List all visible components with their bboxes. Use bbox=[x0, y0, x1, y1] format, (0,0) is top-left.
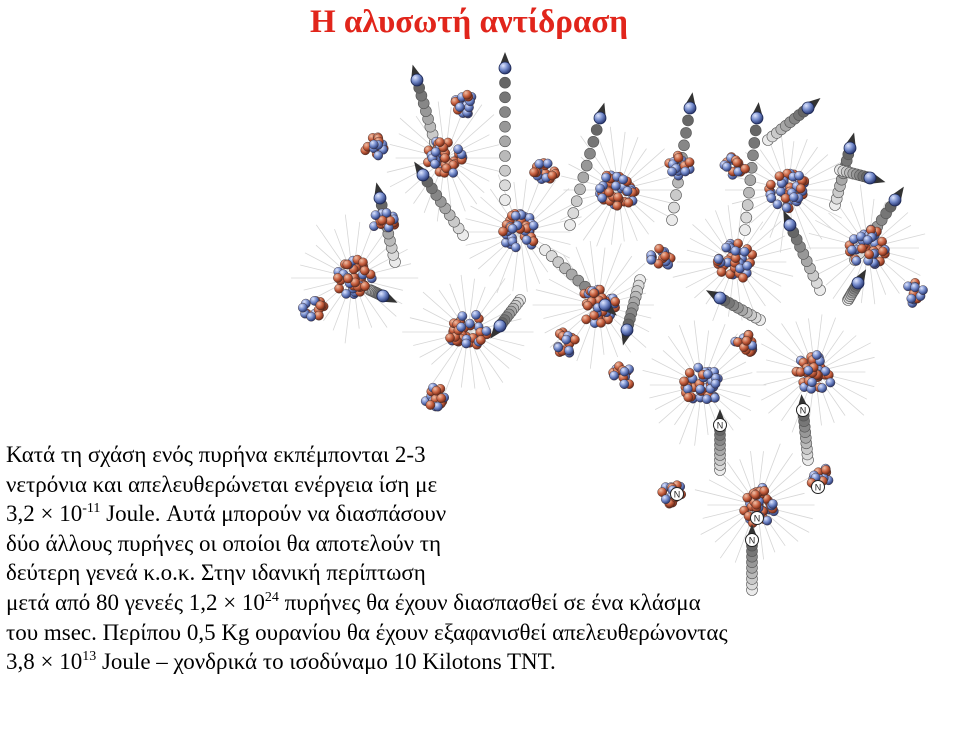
nucleus bbox=[529, 158, 560, 183]
nucleon bbox=[674, 153, 683, 162]
nucleon bbox=[601, 173, 610, 182]
nucleon bbox=[722, 162, 731, 171]
nucleon bbox=[702, 395, 711, 404]
neutron bbox=[599, 299, 611, 311]
trail-dot bbox=[500, 121, 511, 132]
nucleon bbox=[498, 227, 507, 236]
nucleon bbox=[369, 140, 378, 149]
nucleus bbox=[498, 209, 538, 252]
nucleon bbox=[454, 145, 463, 154]
nucleon bbox=[613, 193, 622, 202]
nucleon bbox=[457, 323, 466, 332]
nucleus bbox=[421, 383, 449, 411]
trail-dot bbox=[571, 196, 582, 207]
trail-dot bbox=[500, 107, 511, 118]
neutron bbox=[411, 74, 423, 86]
nucleon bbox=[358, 258, 367, 267]
trail-dot bbox=[500, 136, 511, 147]
nucleon bbox=[465, 319, 474, 328]
nucleon bbox=[620, 380, 629, 389]
nucleon bbox=[620, 367, 629, 376]
trail-dot bbox=[740, 225, 751, 236]
nucleon bbox=[611, 297, 620, 306]
nucleon bbox=[374, 151, 383, 160]
text-line-3: $3,2 \times 10^{-11}$ Joule. Αυτά μπορούν να διασπάσουν bbox=[6, 501, 447, 527]
nucleon bbox=[812, 350, 821, 359]
nucleon bbox=[781, 194, 790, 203]
nucleus bbox=[713, 239, 757, 283]
trail-dot bbox=[745, 175, 756, 186]
nucleon bbox=[740, 247, 749, 256]
nucleon bbox=[596, 318, 605, 327]
nucleon bbox=[432, 386, 441, 395]
neutron bbox=[844, 142, 856, 154]
nucleon bbox=[684, 393, 693, 402]
nucleon bbox=[661, 252, 670, 261]
nucleon bbox=[463, 90, 472, 99]
nucleon bbox=[714, 255, 723, 264]
nucleon bbox=[430, 159, 439, 168]
nucleus bbox=[679, 363, 722, 404]
nucleon bbox=[766, 180, 775, 189]
nucleon bbox=[562, 335, 571, 344]
trail-dot bbox=[500, 165, 511, 176]
neutron-label: N bbox=[748, 535, 756, 546]
neutron bbox=[417, 169, 429, 181]
nucleon bbox=[857, 244, 866, 253]
nucleon bbox=[455, 103, 464, 112]
text-line-4: δύο άλλους πυρήνες οι οποίοι θα αποτελούν τη bbox=[6, 530, 442, 556]
nucleon bbox=[742, 336, 751, 345]
nucleon bbox=[508, 224, 517, 233]
nucleus bbox=[731, 330, 757, 357]
nucleus bbox=[609, 362, 634, 389]
nucleon bbox=[589, 289, 598, 298]
nucleon bbox=[722, 243, 731, 252]
neutron-label: N bbox=[814, 482, 822, 493]
text-line-7: του msec. Περίπου 0,5 Kg ουρανίου θα έχουν εξαφανισθεί απελευθερώνοντας bbox=[6, 619, 728, 645]
nucleon bbox=[344, 274, 353, 283]
nucleon bbox=[918, 286, 927, 295]
text-line-8: $3,8 \times 10^{13}$ Joule – χονδρικά το ισοδύναμο 10 Kilotons TNT. bbox=[6, 649, 556, 675]
neutron bbox=[784, 219, 796, 231]
text-line-6: μετά από 80 γενεές $1,2 \times 10^{24}$ πυρήνες θα έχουν διασπασθεί σε ένα κλάσμα bbox=[6, 589, 701, 615]
trail-dot bbox=[500, 195, 511, 206]
nucleon bbox=[863, 236, 872, 245]
nucleon bbox=[343, 260, 352, 269]
nucleon bbox=[852, 256, 861, 265]
trail-dot bbox=[671, 190, 682, 201]
nucleon bbox=[435, 138, 444, 147]
nucleon bbox=[847, 245, 856, 254]
nucleon bbox=[878, 247, 887, 256]
text-line-5: δεύτερη γενεά κ.ο.κ. Στην ιδανική περίπτωση bbox=[6, 560, 426, 586]
nucleon bbox=[741, 164, 750, 173]
nucleon bbox=[647, 255, 656, 264]
trail-dot bbox=[750, 125, 761, 136]
body-text bbox=[6, 440, 956, 677]
nucleon bbox=[316, 301, 325, 310]
nucleon bbox=[445, 333, 454, 342]
nucleon bbox=[619, 175, 628, 184]
trail-dot bbox=[683, 115, 694, 126]
nucleon bbox=[733, 158, 742, 167]
neutron bbox=[494, 320, 506, 332]
neutron-label: N bbox=[716, 420, 724, 431]
trail-dot bbox=[575, 184, 586, 195]
nucleon bbox=[458, 312, 467, 321]
neutron bbox=[377, 290, 389, 302]
nucleon bbox=[548, 171, 557, 180]
nucleon bbox=[535, 159, 544, 168]
neutron bbox=[714, 292, 726, 304]
nucleus bbox=[720, 152, 750, 179]
nucleon bbox=[440, 154, 449, 163]
nucleon bbox=[598, 193, 607, 202]
nucleon bbox=[711, 379, 720, 388]
text-line-1: Κατά τη σχάση ενός πυρήνα εκπέμπονται 2-3 bbox=[6, 442, 426, 467]
slide-title: Η αλυσωτή αντίδραση bbox=[310, 4, 628, 40]
nucleon bbox=[789, 193, 798, 202]
trail-dot bbox=[748, 150, 759, 161]
trail-dot bbox=[581, 160, 592, 171]
text-line-2: νετρόνια και απελευθερώνεται ενέργεια ίση με bbox=[6, 471, 438, 497]
nucleon bbox=[554, 343, 563, 352]
nucleus bbox=[298, 296, 328, 321]
nucleon bbox=[307, 312, 316, 321]
nucleon bbox=[610, 371, 619, 380]
nucleon bbox=[731, 246, 740, 255]
trail-dot bbox=[741, 212, 752, 223]
nucleon bbox=[462, 339, 471, 348]
neutron bbox=[621, 324, 633, 336]
nucleus bbox=[845, 225, 890, 269]
nucleon bbox=[529, 221, 538, 230]
trail-dot bbox=[578, 172, 589, 183]
nucleon bbox=[333, 273, 342, 282]
trail-dot bbox=[588, 136, 599, 147]
nucleon bbox=[685, 158, 694, 167]
nucleus bbox=[451, 90, 476, 118]
nucleus bbox=[361, 133, 389, 160]
nucleon bbox=[583, 301, 592, 310]
nucleon bbox=[717, 267, 726, 276]
neutron bbox=[751, 112, 763, 124]
nucleus bbox=[665, 151, 695, 180]
trail-dot bbox=[669, 202, 680, 213]
nucleon bbox=[907, 294, 916, 303]
nucleon bbox=[743, 261, 752, 270]
nucleon bbox=[522, 235, 531, 244]
nucleon bbox=[342, 289, 351, 298]
nucleon bbox=[796, 368, 805, 377]
nucleon bbox=[426, 400, 435, 409]
nucleon bbox=[595, 184, 604, 193]
nucleon bbox=[543, 159, 552, 168]
neutron-label: N bbox=[753, 513, 761, 524]
nucleon bbox=[476, 336, 485, 345]
neutron bbox=[889, 194, 901, 206]
trail-dot bbox=[679, 140, 690, 151]
nucleon bbox=[623, 187, 632, 196]
nucleon bbox=[796, 184, 805, 193]
nucleon bbox=[685, 368, 694, 377]
nucleon bbox=[681, 167, 690, 176]
nucleon bbox=[361, 282, 370, 291]
nucleus bbox=[903, 278, 927, 307]
trail-dot bbox=[749, 137, 760, 148]
trail-dot bbox=[500, 180, 511, 191]
nucleon bbox=[582, 315, 591, 324]
nucleon bbox=[703, 370, 712, 379]
trail-dot bbox=[568, 208, 579, 219]
nucleus bbox=[445, 310, 491, 349]
trail-dot bbox=[742, 200, 753, 211]
trail-dot bbox=[500, 151, 511, 162]
neutron-label: N bbox=[799, 405, 807, 416]
nucleus bbox=[369, 208, 399, 232]
nucleon bbox=[818, 383, 827, 392]
nucleon bbox=[795, 171, 804, 180]
nucleon bbox=[655, 244, 664, 253]
nucleon bbox=[826, 378, 835, 387]
trail-dot bbox=[565, 220, 576, 231]
nucleon bbox=[511, 243, 520, 252]
neutron-label: N bbox=[673, 489, 681, 500]
nucleon bbox=[431, 147, 440, 156]
trail-dot bbox=[500, 77, 511, 88]
nucleon bbox=[773, 200, 782, 209]
trail-dot bbox=[681, 127, 692, 138]
nucleon bbox=[804, 366, 813, 375]
neutron bbox=[594, 112, 606, 124]
trail-dot bbox=[585, 148, 596, 159]
neutron bbox=[802, 102, 814, 114]
nucleon bbox=[529, 168, 538, 177]
nucleon bbox=[511, 211, 520, 220]
neutron bbox=[374, 192, 386, 204]
nucleon bbox=[613, 201, 622, 210]
nucleon bbox=[710, 393, 719, 402]
trail-dot bbox=[744, 187, 755, 198]
trail-dot bbox=[591, 124, 602, 135]
nucleus bbox=[647, 244, 676, 269]
nucleon bbox=[667, 167, 676, 176]
nucleon bbox=[449, 168, 458, 177]
nucleon bbox=[807, 378, 816, 387]
nucleon bbox=[738, 273, 747, 282]
nucleon bbox=[564, 346, 573, 355]
neutron bbox=[852, 277, 864, 289]
trail-dot bbox=[500, 92, 511, 103]
nucleon bbox=[298, 303, 307, 312]
neutron bbox=[684, 102, 696, 114]
nucleon bbox=[775, 172, 784, 181]
nucleon bbox=[679, 377, 688, 386]
nucleon bbox=[360, 266, 369, 275]
nucleon bbox=[865, 250, 874, 259]
nucleon bbox=[371, 211, 380, 220]
neutron bbox=[499, 62, 511, 74]
nucleus bbox=[554, 328, 580, 358]
nucleon bbox=[696, 385, 705, 394]
trail-dot bbox=[667, 215, 678, 226]
nucleon bbox=[570, 335, 579, 344]
nucleon bbox=[624, 198, 633, 207]
nucleon bbox=[878, 237, 887, 246]
neutron bbox=[864, 172, 876, 184]
nucleon bbox=[482, 327, 491, 336]
nucleon bbox=[471, 310, 480, 319]
